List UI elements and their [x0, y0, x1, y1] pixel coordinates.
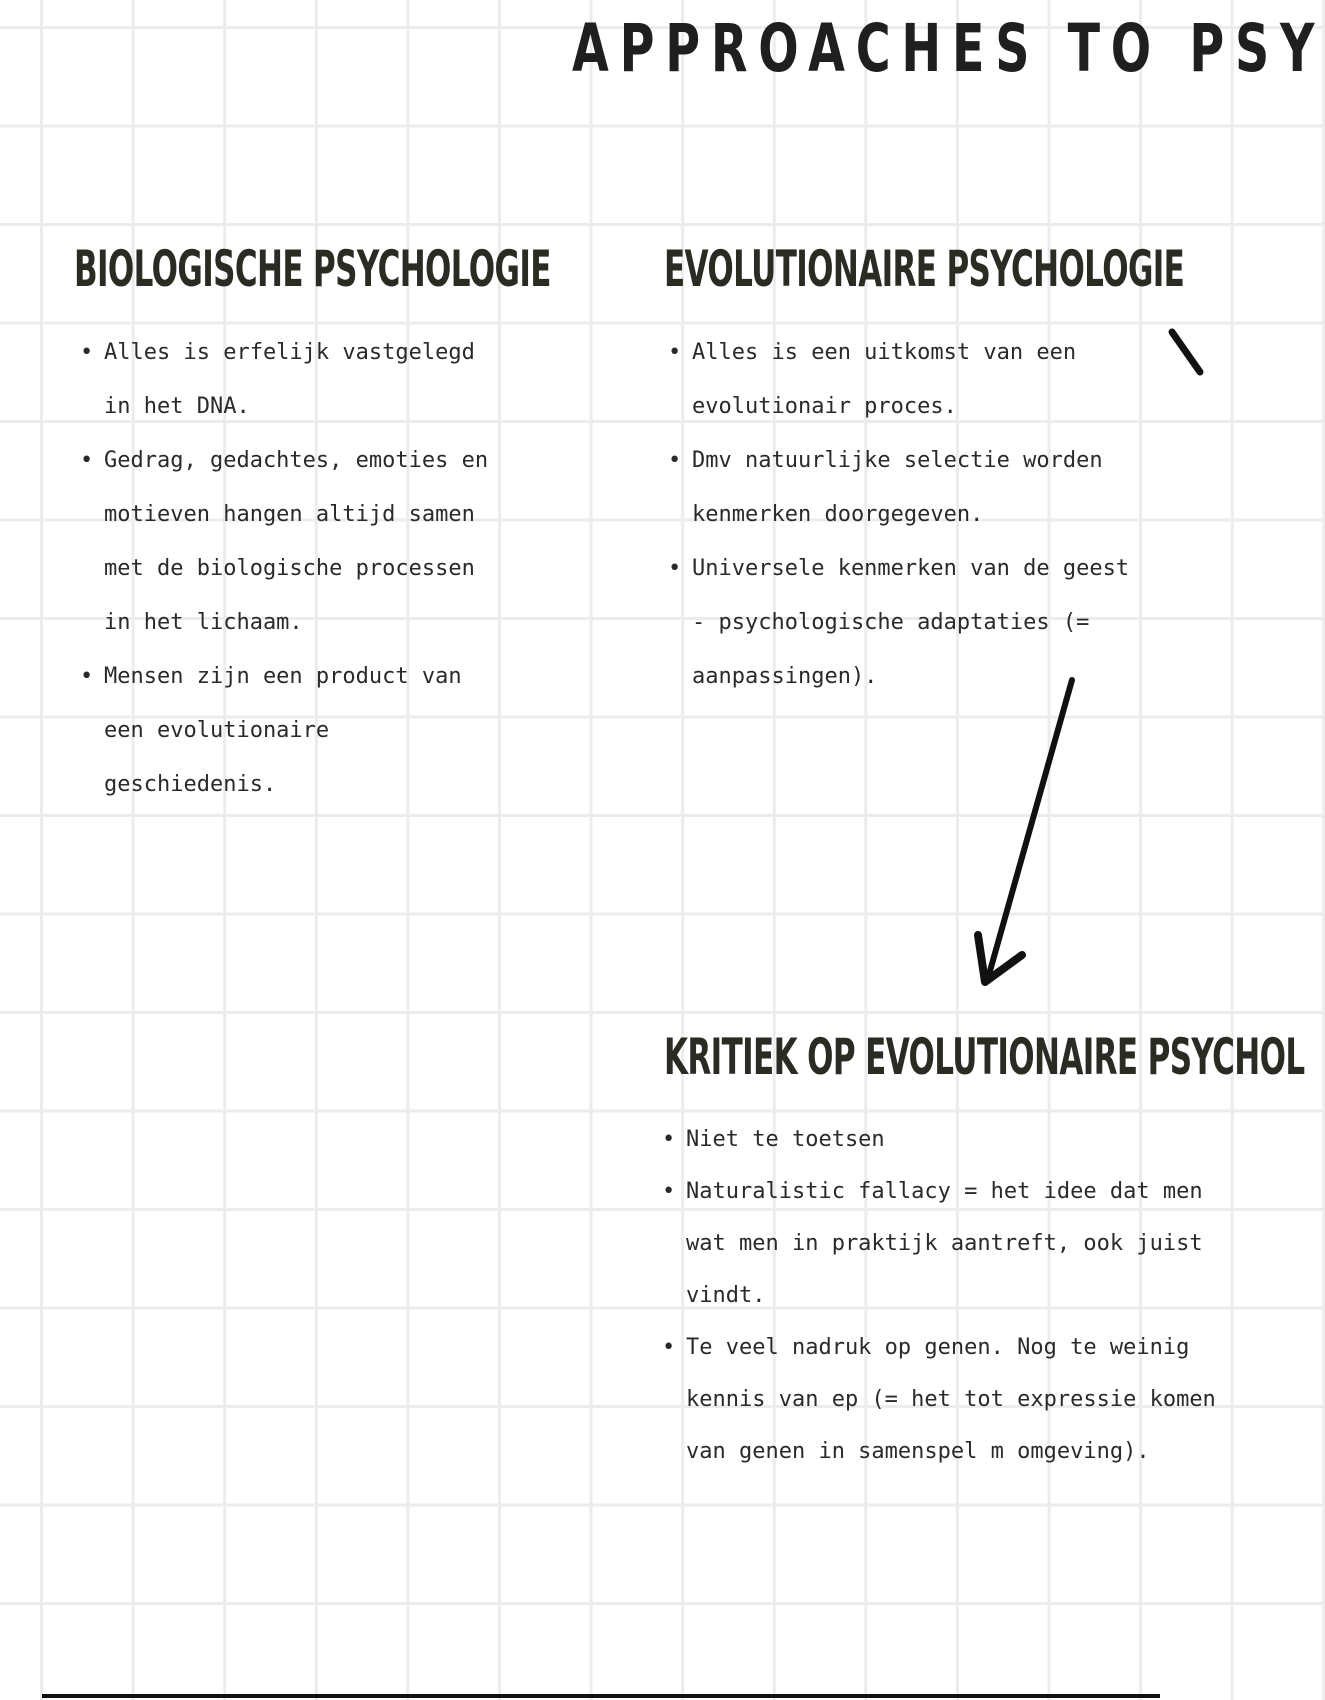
list-evolutionaire-psychologie	[668, 326, 1138, 704]
list-item: • Mensen zijn een product van een evolutionaire geschiedenis.	[80, 650, 500, 812]
list-biologische-psychologie	[80, 326, 500, 812]
list-kritiek	[662, 1114, 1222, 1478]
page-title: APPROACHES TO PSY	[572, 10, 1325, 87]
bottom-divider	[42, 1694, 1160, 1698]
list-item: • Alles is een uitkomst van een evolutionair proces.	[668, 326, 1138, 434]
heading-kritiek-evolutionaire-psychologie: KRITIEK OP EVOLUTIONAIRE PSYCHOL	[664, 1028, 1305, 1086]
heading-biologische-psychologie: BIOLOGISCHE PSYCHOLOGIE	[74, 240, 551, 298]
list-item: • Te veel nadruk op genen. Nog te weinig kennis van ep (= het tot expressie komen van genen in samenspel m omgeving).	[662, 1322, 1222, 1478]
list-item: • Dmv natuurlijke selectie worden kenmerken doorgegeven.	[668, 434, 1138, 542]
heading-evolutionaire-psychologie: EVOLUTIONAIRE PSYCHOLOGIE	[664, 240, 1185, 298]
list-item: • Alles is erfelijk vastgelegd in het DNA.	[80, 326, 500, 434]
list-item: • Gedrag, gedachtes, emoties en motieven hangen altijd samen met de biologische processen in het lichaam.	[80, 434, 500, 650]
arrow-edge-icon	[1172, 332, 1200, 372]
list-item: • Naturalistic fallacy = het idee dat men wat men in praktijk aantreft, ook juist vindt.	[662, 1166, 1222, 1322]
list-item: • Universele kenmerken van de geest - psychologische adaptaties (= aanpassingen).	[668, 542, 1138, 704]
arrow-down-icon	[978, 680, 1072, 982]
list-item: • Niet te toetsen	[662, 1114, 1222, 1166]
